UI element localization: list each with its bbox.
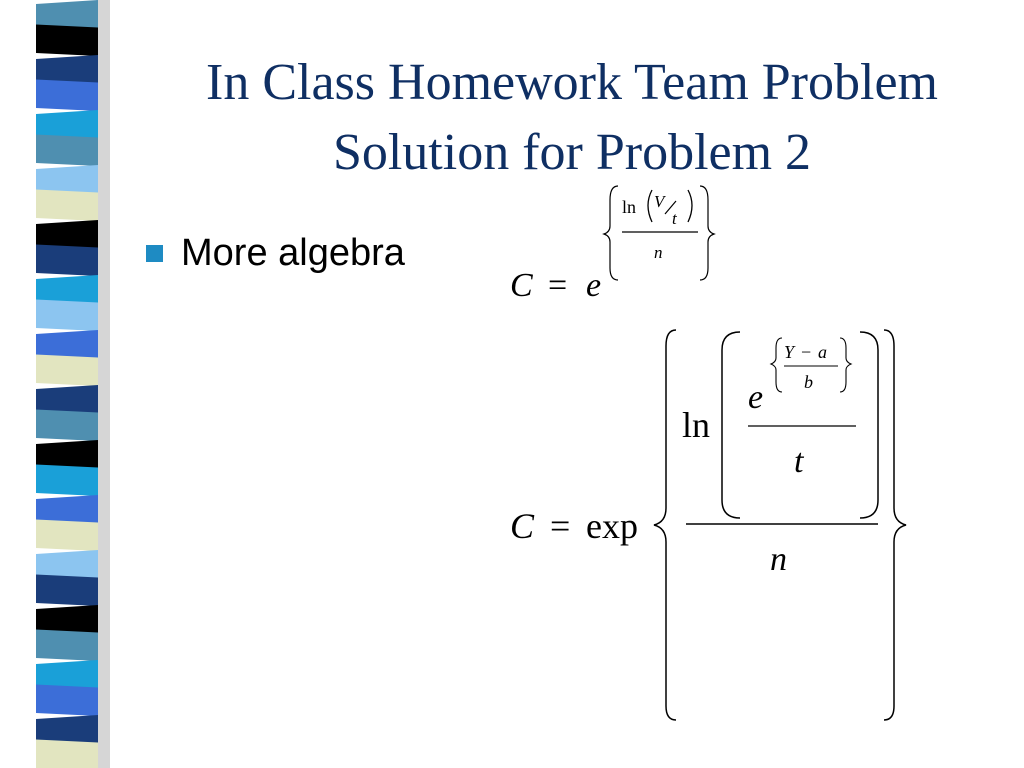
eq2-Y: Y — [784, 342, 795, 362]
eq1-exp-n: n — [654, 243, 663, 262]
eq2-func: exp — [586, 506, 638, 546]
eq2-equals: = — [550, 506, 571, 546]
eq2-right-paren — [860, 332, 878, 518]
eq2-small-right-brace — [840, 338, 851, 392]
eq2-small-left-brace — [771, 338, 782, 392]
eq2-minus: − — [801, 342, 812, 362]
eq2-n: n — [770, 541, 787, 578]
slide-title-line-2: Solution for Problem 2 — [332, 124, 812, 181]
eq2-a: a — [818, 342, 827, 362]
eq2-left-brace — [654, 330, 676, 720]
eq2-ln: ln — [682, 405, 711, 445]
eq1-lhs: C — [510, 267, 533, 304]
eq2-t: t — [794, 443, 804, 480]
eq2-right-brace — [884, 330, 906, 720]
eq2-left-paren — [722, 332, 740, 518]
eq2-b: b — [804, 372, 813, 392]
eq1-equals: = — [548, 267, 568, 304]
eq1-exp-V: V — [654, 192, 665, 211]
slide-title-line-1: In Class Homework Team Problem — [206, 54, 938, 111]
eq2-e: e — [748, 379, 764, 416]
eq1-base: e — [586, 267, 602, 304]
eq2-lhs: C — [510, 506, 535, 546]
bullet-text: More algebra — [181, 232, 405, 274]
eq1-exp-ln: ln — [622, 197, 637, 217]
eq1-exp-t: t — [672, 209, 677, 228]
